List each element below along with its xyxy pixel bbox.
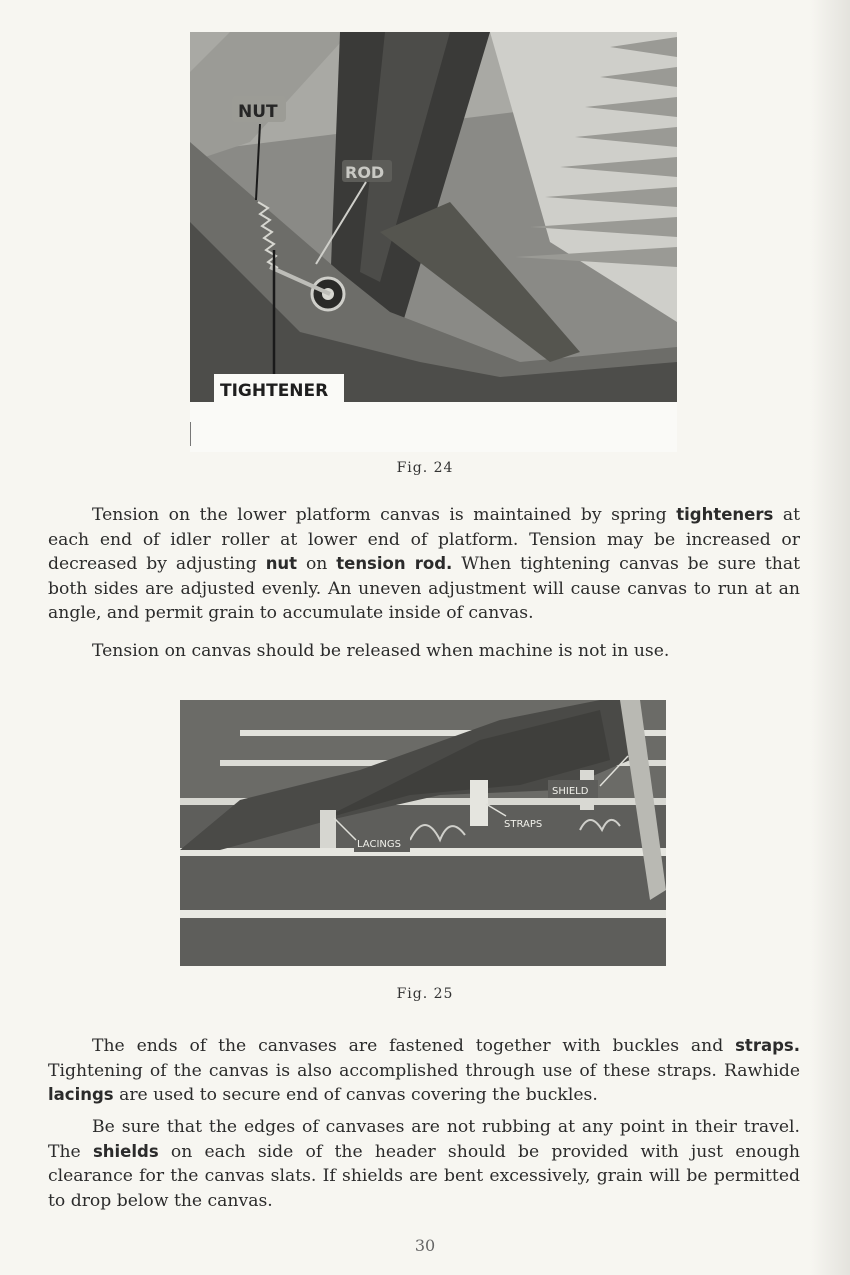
- paragraph-1-text-c: on: [297, 554, 337, 574]
- term-nut: nut: [265, 554, 298, 573]
- paragraph-4-text-a: Be sure that the edges of canvases are not rubbing at any point in their travel. The: [48, 1117, 800, 1162]
- term-shields: shields: [92, 1141, 159, 1161]
- paragraph-1-text-b: at each end of idler roller at lower end of platform. Tension may be increased or decreased by adjusting: [48, 505, 800, 574]
- term-tension-rod: tension rod.: [336, 554, 453, 573]
- label-nut: NUT: [238, 102, 278, 122]
- paragraph-3: [48, 1034, 800, 1108]
- page-edge-shadow: [810, 0, 850, 1275]
- paragraph-3-text-a: The ends of the canvases are fastened together with buckles and: [92, 1036, 736, 1056]
- figure-25-illustration: [180, 700, 666, 966]
- figure-24-illustration: [190, 32, 677, 402]
- paragraph-1: [48, 503, 800, 626]
- paragraph-2: [48, 639, 800, 664]
- paragraph-3-text-c: are used to secure end of canvas covering the buckles.: [113, 1085, 598, 1105]
- term-lacings: lacings: [48, 1085, 114, 1104]
- paragraph-3-text-b: Tightening of the canvas is also accomplished through use of these straps. Rawhide: [48, 1060, 800, 1081]
- paragraph-4-text-b: on each side of the header should be provided with just enough clearance for the canvas slats. If shields are bent excessively, grain will be permitted to drop below the canvas.: [48, 1141, 801, 1211]
- figure-24-caption: Fig. 24: [396, 460, 454, 476]
- paragraph-1-text-d: When tightening canvas be sure that both sides are adjusted evenly. An uneven adjustment will cause canvas to run at an angle, and permit grain to accumulate inside of canvas.: [48, 554, 800, 623]
- paragraph-4: [48, 1115, 800, 1213]
- page-number: 30: [414, 1236, 436, 1255]
- label-lacings: LACINGS: [357, 839, 401, 850]
- figure-25-photo: [180, 700, 666, 966]
- figure-25-caption: Fig. 25: [396, 986, 454, 1002]
- term-straps: straps.: [735, 1036, 800, 1055]
- term-tighteners: tighteners: [676, 505, 774, 524]
- figure-24-photo: [190, 32, 677, 452]
- label-shield: SHIELD: [552, 786, 589, 797]
- label-rod: ROD: [345, 163, 385, 182]
- figure-24-frame-edge: [190, 422, 191, 446]
- paragraph-1-text-a: Tension on the lower platform canvas is maintained by spring: [92, 505, 677, 525]
- label-straps: STRAPS: [504, 819, 543, 830]
- paragraph-2-text: Tension on canvas should be released when machine is not in use.: [92, 641, 670, 661]
- label-tightener: TIGHTENER: [220, 381, 329, 401]
